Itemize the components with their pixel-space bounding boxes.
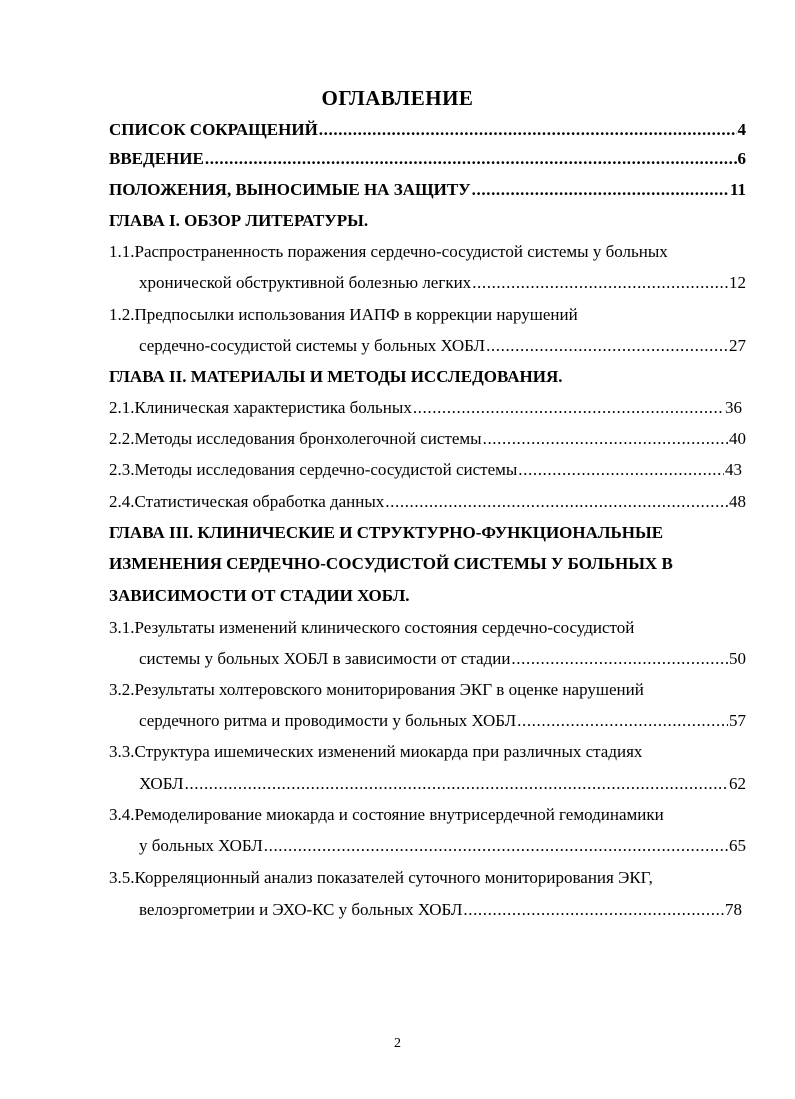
toc-page-number: 65: [729, 836, 746, 855]
page-title: ОГЛАВЛЕНИЕ: [321, 86, 474, 110]
toc-page-number: 6: [737, 149, 746, 168]
leader-dots: [472, 178, 729, 202]
toc-page-number: 50: [729, 649, 746, 668]
toc-entry-text: 2.3.Методы исследования сердечно-сосудистой системы: [109, 460, 518, 479]
toc-entry-theses[interactable]: [109, 178, 746, 202]
toc-entry-text: системы у больных ХОБЛ в зависимости от стадии: [139, 649, 511, 668]
toc-page-number: 11: [729, 180, 746, 199]
toc-section-3-3-line1[interactable]: 3.3.Структура ишемических изменений миокарда при различных стадиях: [109, 742, 643, 761]
toc-entry-text: 2.1.Клиническая характеристика больных: [109, 398, 412, 417]
toc-chapter-3-line2[interactable]: ИЗМЕНЕНИЯ СЕРДЕЧНО-СОСУДИСТОЙ СИСТЕМЫ У БОЛЬНЫХ В: [109, 554, 673, 573]
leader-dots: [463, 898, 724, 922]
toc-page-number: 40: [729, 429, 746, 448]
toc-page-number: 12: [729, 273, 746, 292]
toc-chapter-1[interactable]: ГЛАВА I. ОБЗОР ЛИТЕРАТУРЫ.: [109, 211, 369, 230]
toc-chapter-2[interactable]: ГЛАВА II. МАТЕРИАЛЫ И МЕТОДЫ ИССЛЕДОВАНИЯ.: [109, 367, 563, 386]
toc-section-2-2[interactable]: [109, 427, 746, 451]
toc-page-number: 4: [737, 120, 746, 139]
toc-section-3-4-line1[interactable]: 3.4.Ремоделирование миокарда и состояние внутрисердечной гемодинамики: [109, 805, 664, 824]
toc-entry-text: 2.4.Статистическая обработка данных: [109, 492, 385, 511]
leader-dots: [483, 427, 728, 451]
toc-entry-text: ВВЕДЕНИЕ: [109, 149, 204, 168]
leader-dots: [205, 147, 737, 171]
toc-entry-text: сердечного ритма и проводимости у больных ХОБЛ: [139, 711, 517, 730]
toc-entry-text: хронической обструктивной болезнью легких: [139, 273, 472, 292]
toc-entry-text: у больных ХОБЛ: [139, 836, 263, 855]
toc-entry-text: ПОЛОЖЕНИЯ, ВЫНОСИМЫЕ НА ЗАЩИТУ: [109, 180, 471, 199]
toc-section-3-5-line1[interactable]: 3.5.Корреляционный анализ показателей суточного мониторирования ЭКГ,: [109, 868, 653, 887]
toc-section-3-2-line1[interactable]: 3.2.Результаты холтеровского мониторирования ЭКГ в оценке нарушений: [109, 680, 644, 699]
toc-chapter-3-line3[interactable]: ЗАВИСИМОСТИ ОТ СТАДИИ ХОБЛ.: [109, 586, 410, 605]
toc-entry-abbreviations[interactable]: [109, 118, 746, 142]
toc-entry-text: ХОБЛ: [139, 774, 184, 793]
leader-dots: [319, 118, 737, 142]
toc-entry-text: сердечно-сосудистой системы у больных ХОБЛ: [139, 336, 486, 355]
leader-dots: [385, 490, 728, 514]
toc-entry-text: СПИСОК СОКРАЩЕНИЙ: [109, 120, 318, 139]
toc-section-1-2-line1[interactable]: 1.2.Предпосылки использования ИАПФ в коррекции нарушений: [109, 305, 578, 324]
leader-dots: [472, 271, 728, 295]
toc-section-3-5[interactable]: [139, 898, 742, 922]
toc-chapter-3-line1[interactable]: ГЛАВА III. КЛИНИЧЕСКИЕ И СТРУКТУРНО-ФУНКЦИОНАЛЬНЫЕ: [109, 523, 664, 542]
leader-dots: [518, 458, 724, 482]
toc-section-1-1-line1[interactable]: 1.1.Распространенность поражения сердечно-сосудистой системы у больных: [109, 242, 668, 261]
toc-page-number: 62: [729, 774, 746, 793]
toc-section-2-1[interactable]: [109, 396, 742, 420]
leader-dots: [517, 709, 728, 733]
toc-section-2-3[interactable]: [109, 458, 742, 482]
toc-section-2-4[interactable]: [109, 490, 746, 514]
leader-dots: [185, 772, 728, 796]
toc-section-3-2[interactable]: [139, 709, 746, 733]
toc-page-number: 27: [729, 336, 746, 355]
toc-section-3-1-line1[interactable]: 3.1.Результаты изменений клинического состояния сердечно-сосудистой: [109, 618, 635, 637]
toc-page-number: 57: [729, 711, 746, 730]
leader-dots: [264, 834, 728, 858]
toc-entry-text: 2.2.Методы исследования бронхолегочной системы: [109, 429, 482, 448]
toc-page-number: 48: [729, 492, 746, 511]
leader-dots: [511, 647, 728, 671]
toc-entry-text: велоэргометрии и ЭХО-КС у больных ХОБЛ: [139, 900, 463, 919]
toc-page-number: 36: [725, 398, 742, 417]
leader-dots: [486, 334, 728, 358]
toc-section-1-2[interactable]: [139, 334, 746, 358]
toc-page-number: 43: [725, 460, 742, 479]
toc-section-3-1[interactable]: [139, 647, 746, 671]
toc-page-number: 78: [725, 900, 742, 919]
toc-entry-introduction[interactable]: [109, 147, 746, 171]
leader-dots: [413, 396, 724, 420]
toc-section-1-1[interactable]: [139, 271, 746, 295]
toc-section-3-4[interactable]: [139, 834, 746, 858]
page-number: 2: [394, 1036, 401, 1051]
toc-section-3-3[interactable]: [139, 772, 746, 796]
